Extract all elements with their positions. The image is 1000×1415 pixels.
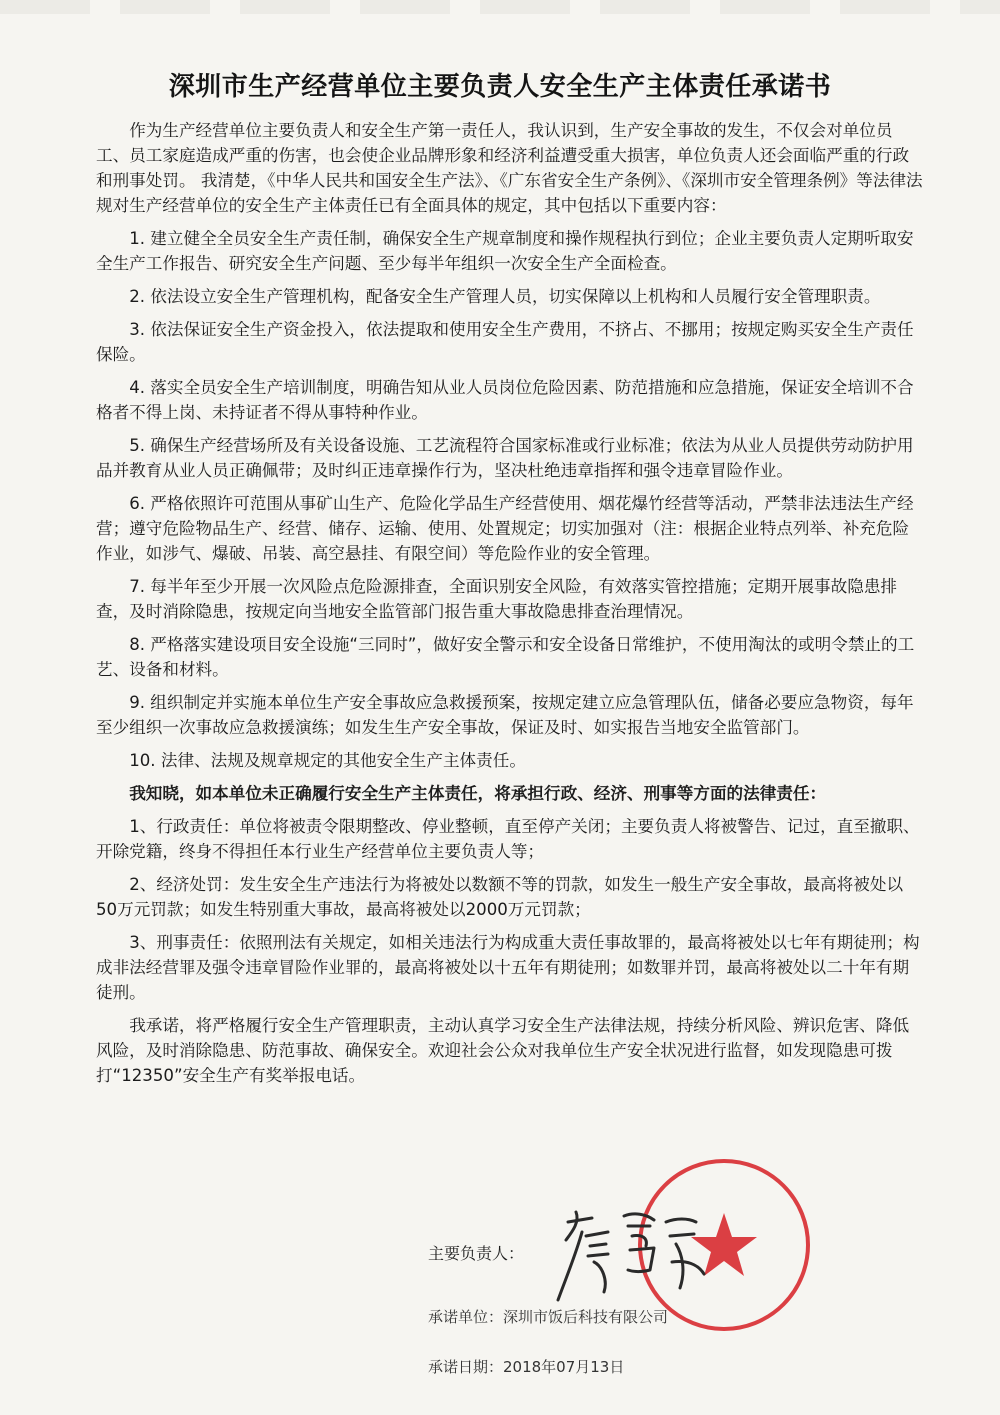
clause-4: 4. 落实全员安全生产培训制度，明确告知从业人员岗位危险因素、防范措施和应急措施，保证安全培训不合格者不得上岗、未持证者不得从事特种作业。 [96,378,914,422]
clause-9: 9. 组织制定并实施本单位生产安全事故应急救援预案，按规定建立应急管理队伍，储备必要应急物资，每年至少组织一次事故应急救援演练；如发生生产安全事故，保证及时、如实报告当地安全监管部门。 [96,693,914,737]
scan-edge [0,0,1000,14]
liability-economic: 2、经济处罚：发生安全生产违法行为将被处以数额不等的罚款，如发生一般生产安全事故，最高将被处以50万元罚款；如发生特别重大事故，最高将被处以2000万元罚款； [96,875,904,919]
clause-3: 3. 依法保证安全生产资金投入，依法提取和使用安全生产费用，不挤占、不挪用；按规定购买安全生产责任保险。 [96,320,914,364]
liability-administrative: 1、行政责任：单位将被责令限期整改、停业整顿，直至停产关闭；主要负责人将被警告、记过，直至撤职、开除党籍，终身不得担任本行业生产经营单位主要负责人等； [96,817,920,861]
document-body [96,118,924,1096]
document-title: 深圳市生产经营单位主要负责人安全生产主体责任承诺书 [168,72,832,102]
commitment-paragraph: 我承诺，将严格履行安全生产管理职责，主动认真学习安全生产法律法规，持续分析风险、辨识危害、降低风险，及时消除隐患、防范事故、确保安全。欢迎社会公众对我单位生产安全状况进行监督，如发现隐患可拨打“12350”安全生产有奖举报电话。 [96,1016,910,1085]
responsible-person-label: 主要负责人： [428,1244,525,1263]
handwritten-signature [546,1192,716,1312]
clause-2: 2. 依法设立安全生产管理机构，配备安全生产管理人员，切实保障以上机构和人员履行安全管理职责。 [129,287,881,306]
clause-6: 6. 严格依照许可范围从事矿山生产、危险化学品生产经营使用、烟花爆竹经营等活动，严禁非法违法生产经营；遵守危险物品生产、经营、储存、运输、使用、处置规定；切实加强对（注：根据企业特点列举、补充危险作业，如涉气、爆破、吊装、高空悬挂、有限空间）等危险作业的安全管理。 [96,494,914,563]
liability-statement: 我知晓，如本单位未正确履行安全生产主体责任，将承担行政、经济、刑事等方面的法律责任： [129,784,827,803]
committing-unit: 承诺单位：深圳市饭后科技有限公司 [428,1308,669,1326]
clause-7: 7. 每半年至少开展一次风险点危险源排查，全面识别安全风险，有效落实管控措施；定期开展事故隐患排查，及时消除隐患，按规定向当地安全监管部门报告重大事故隐患排查治理情况。 [96,577,898,621]
clause-10: 10. 法律、法规及规章规定的其他安全生产主体责任。 [129,751,526,770]
clause-1: 1. 建立健全全员安全生产责任制，确保安全生产规章制度和操作规程执行到位；企业主要负责人定期听取安全生产工作报告、研究安全生产问题、至少每半年组织一次安全生产全面检查。 [96,229,914,273]
clause-8: 8. 严格落实建设项目安全设施“三同时”，做好安全警示和安全设备日常维护，不使用淘汰的或明令禁止的工艺、设备和材料。 [96,635,915,679]
clause-5: 5. 确保生产经营场所及有关设备设施、工艺流程符合国家标准或行业标准；依法为从业人员提供劳动防护用品并教育从业人员正确佩带；及时纠正违章操作行为，坚决杜绝违章指挥和强令违章冒险作业。 [96,436,914,480]
intro-paragraph: 作为生产经营单位主要负责人和安全生产第一责任人，我认识到，生产安全事故的发生，不仅会对单位员工、员工家庭造成严重的伤害，也会使企业品牌形象和经济利益遭受重大损害，单位负责人还会面临严重的行政和刑事处罚。 我清楚，《中华人民共和国安全生产法》、《广东省安全生产条例》、《深圳市安全管理条例》等法律法规对生产经营单位的安全生产主体责任已有全面具体的规定，其中包括以下重要内容： [96,121,923,215]
commitment-date: 承诺日期：2018年07月13日 [428,1358,625,1376]
liability-criminal: 3、刑事责任：依照刑法有关规定，如相关违法行为构成重大责任事故罪的，最高将被处以七年有期徒刑；构成非法经营罪及强令违章冒险作业罪的，最高将被处以十五年有期徒刑；如数罪并罚，最高将被处以二十年有期徒刑。 [96,933,920,1002]
